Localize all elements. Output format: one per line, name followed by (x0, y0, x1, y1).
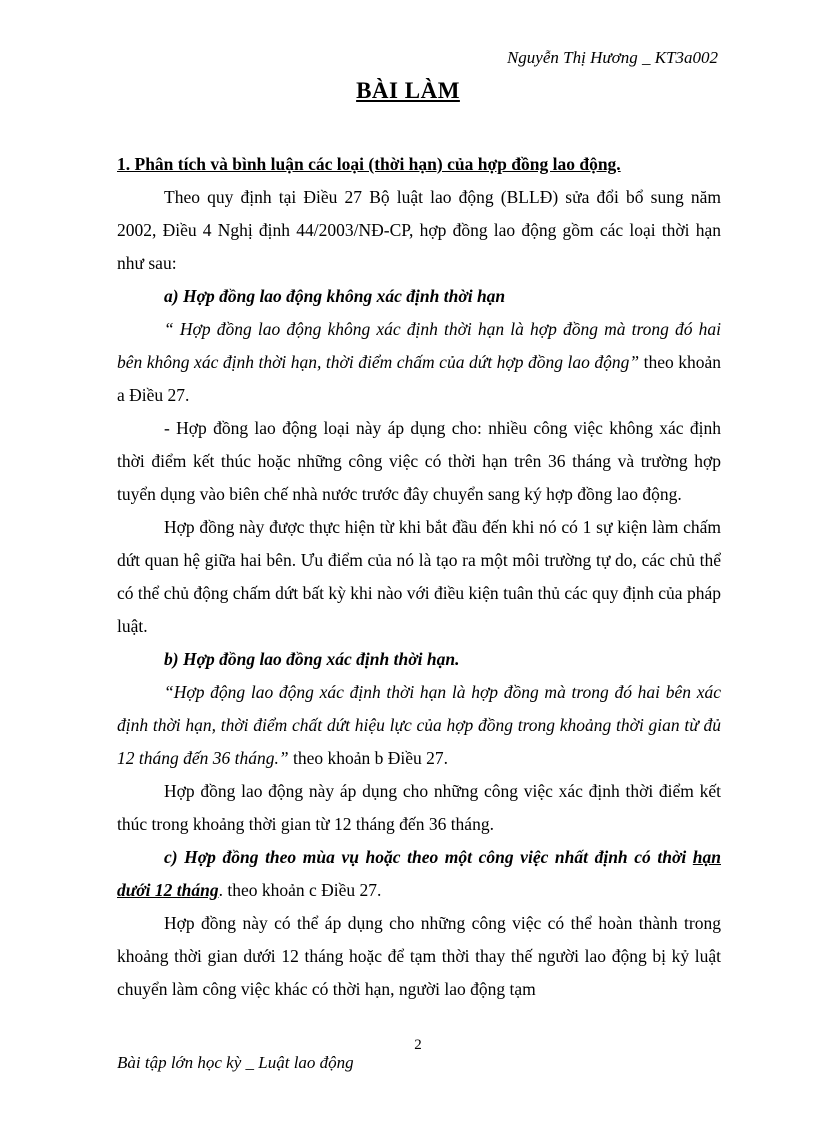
page-title: BÀI LÀM (356, 78, 460, 103)
footer-text: Bài tập lớn học kỳ _ Luật lao động (117, 1053, 354, 1072)
paragraph-c1: Hợp đồng này có thể áp dụng cho những công việc có thể hoàn thành trong khoảng thời gian dưới 12 tháng hoặc để tạm thời thay thế người lao động bị kỷ luật chuyển làm công việc khác có thời hạn, người lao động tạm (117, 913, 721, 999)
subheading-c-title: c) Hợp đồng theo mùa vụ hoặc theo một công việc nhất định có thời (164, 847, 693, 867)
subheading-c (117, 841, 721, 907)
paragraph-a2: Hợp đồng này được thực hiện từ khi bắt đầu đến khi nó có 1 sự kiện làm chấm dứt quan hệ giữa hai bên. Ưu điểm của nó là tạo ra một môi trường tự do, các chủ thể có thể chủ động chấm dứt bất kỳ khi nào với điều kiện tuân thủ các quy định của pháp luật. (117, 517, 721, 636)
subheading-c-underlined: hạn dưới 12 tháng (117, 847, 721, 900)
subheading-c-source: . theo khoản c Điều 27. (218, 880, 382, 900)
section-heading (117, 148, 721, 181)
document-body (117, 148, 721, 1006)
page-number: 2 (414, 1037, 422, 1053)
quote-b-source: theo khoản b Điều 27. (288, 748, 449, 768)
section-title: 1. Phân tích và bình luận các loại (thời hạn) của hợp đồng lao động. (117, 154, 621, 174)
quote-paragraph-a (117, 313, 721, 412)
paragraph-b1: Hợp đồng lao động này áp dụng cho những công việc xác định thời điểm kết thúc trong khoảng thời gian từ 12 tháng đến 36 tháng. (117, 781, 721, 834)
header-author: Nguyễn Thị Hương _ KT3a002 (506, 48, 718, 67)
quote-paragraph-b (117, 676, 721, 775)
paragraph-a1: - Hợp đồng lao động loại này áp dụng cho: nhiều công việc không xác định thời điểm kết thúc hoặc những công việc có thời hạn trên 36 tháng và trường hợp tuyển dụng vào biên chế nhà nước trước đây chuyển sang ký hợp đồng lao động. (117, 418, 721, 504)
subheading-a: a) Hợp đồng lao động không xác định thời hạn (164, 286, 506, 306)
quote-a: “ Hợp đồng lao động không xác định thời hạn là hợp đồng mà trong đó hai bên không xác định thời hạn, thời điểm chấm của dứt hợp đồng lao động” (117, 319, 721, 372)
quote-b: “Hợp động lao động xác định thời hạn là hợp đồng mà trong đó hai bên xác định thời hạn, thời điểm chất dứt hiệu lực của hợp đồng trong khoảng thời gian từ đủ 12 tháng đến 36 tháng.” (117, 682, 721, 768)
subheading-b: b) Hợp đồng lao đồng xác định thời hạn. (164, 649, 460, 669)
quote-a-source: theo khoản a Điều 27. (117, 352, 721, 405)
intro-paragraph: Theo quy định tại Điều 27 Bộ luật lao động (BLLĐ) sửa đổi bổ sung năm 2002, Điều 4 Nghị định 44/2003/NĐ-CP, hợp đồng lao động gồm các loại thời hạn như sau: (117, 187, 721, 273)
